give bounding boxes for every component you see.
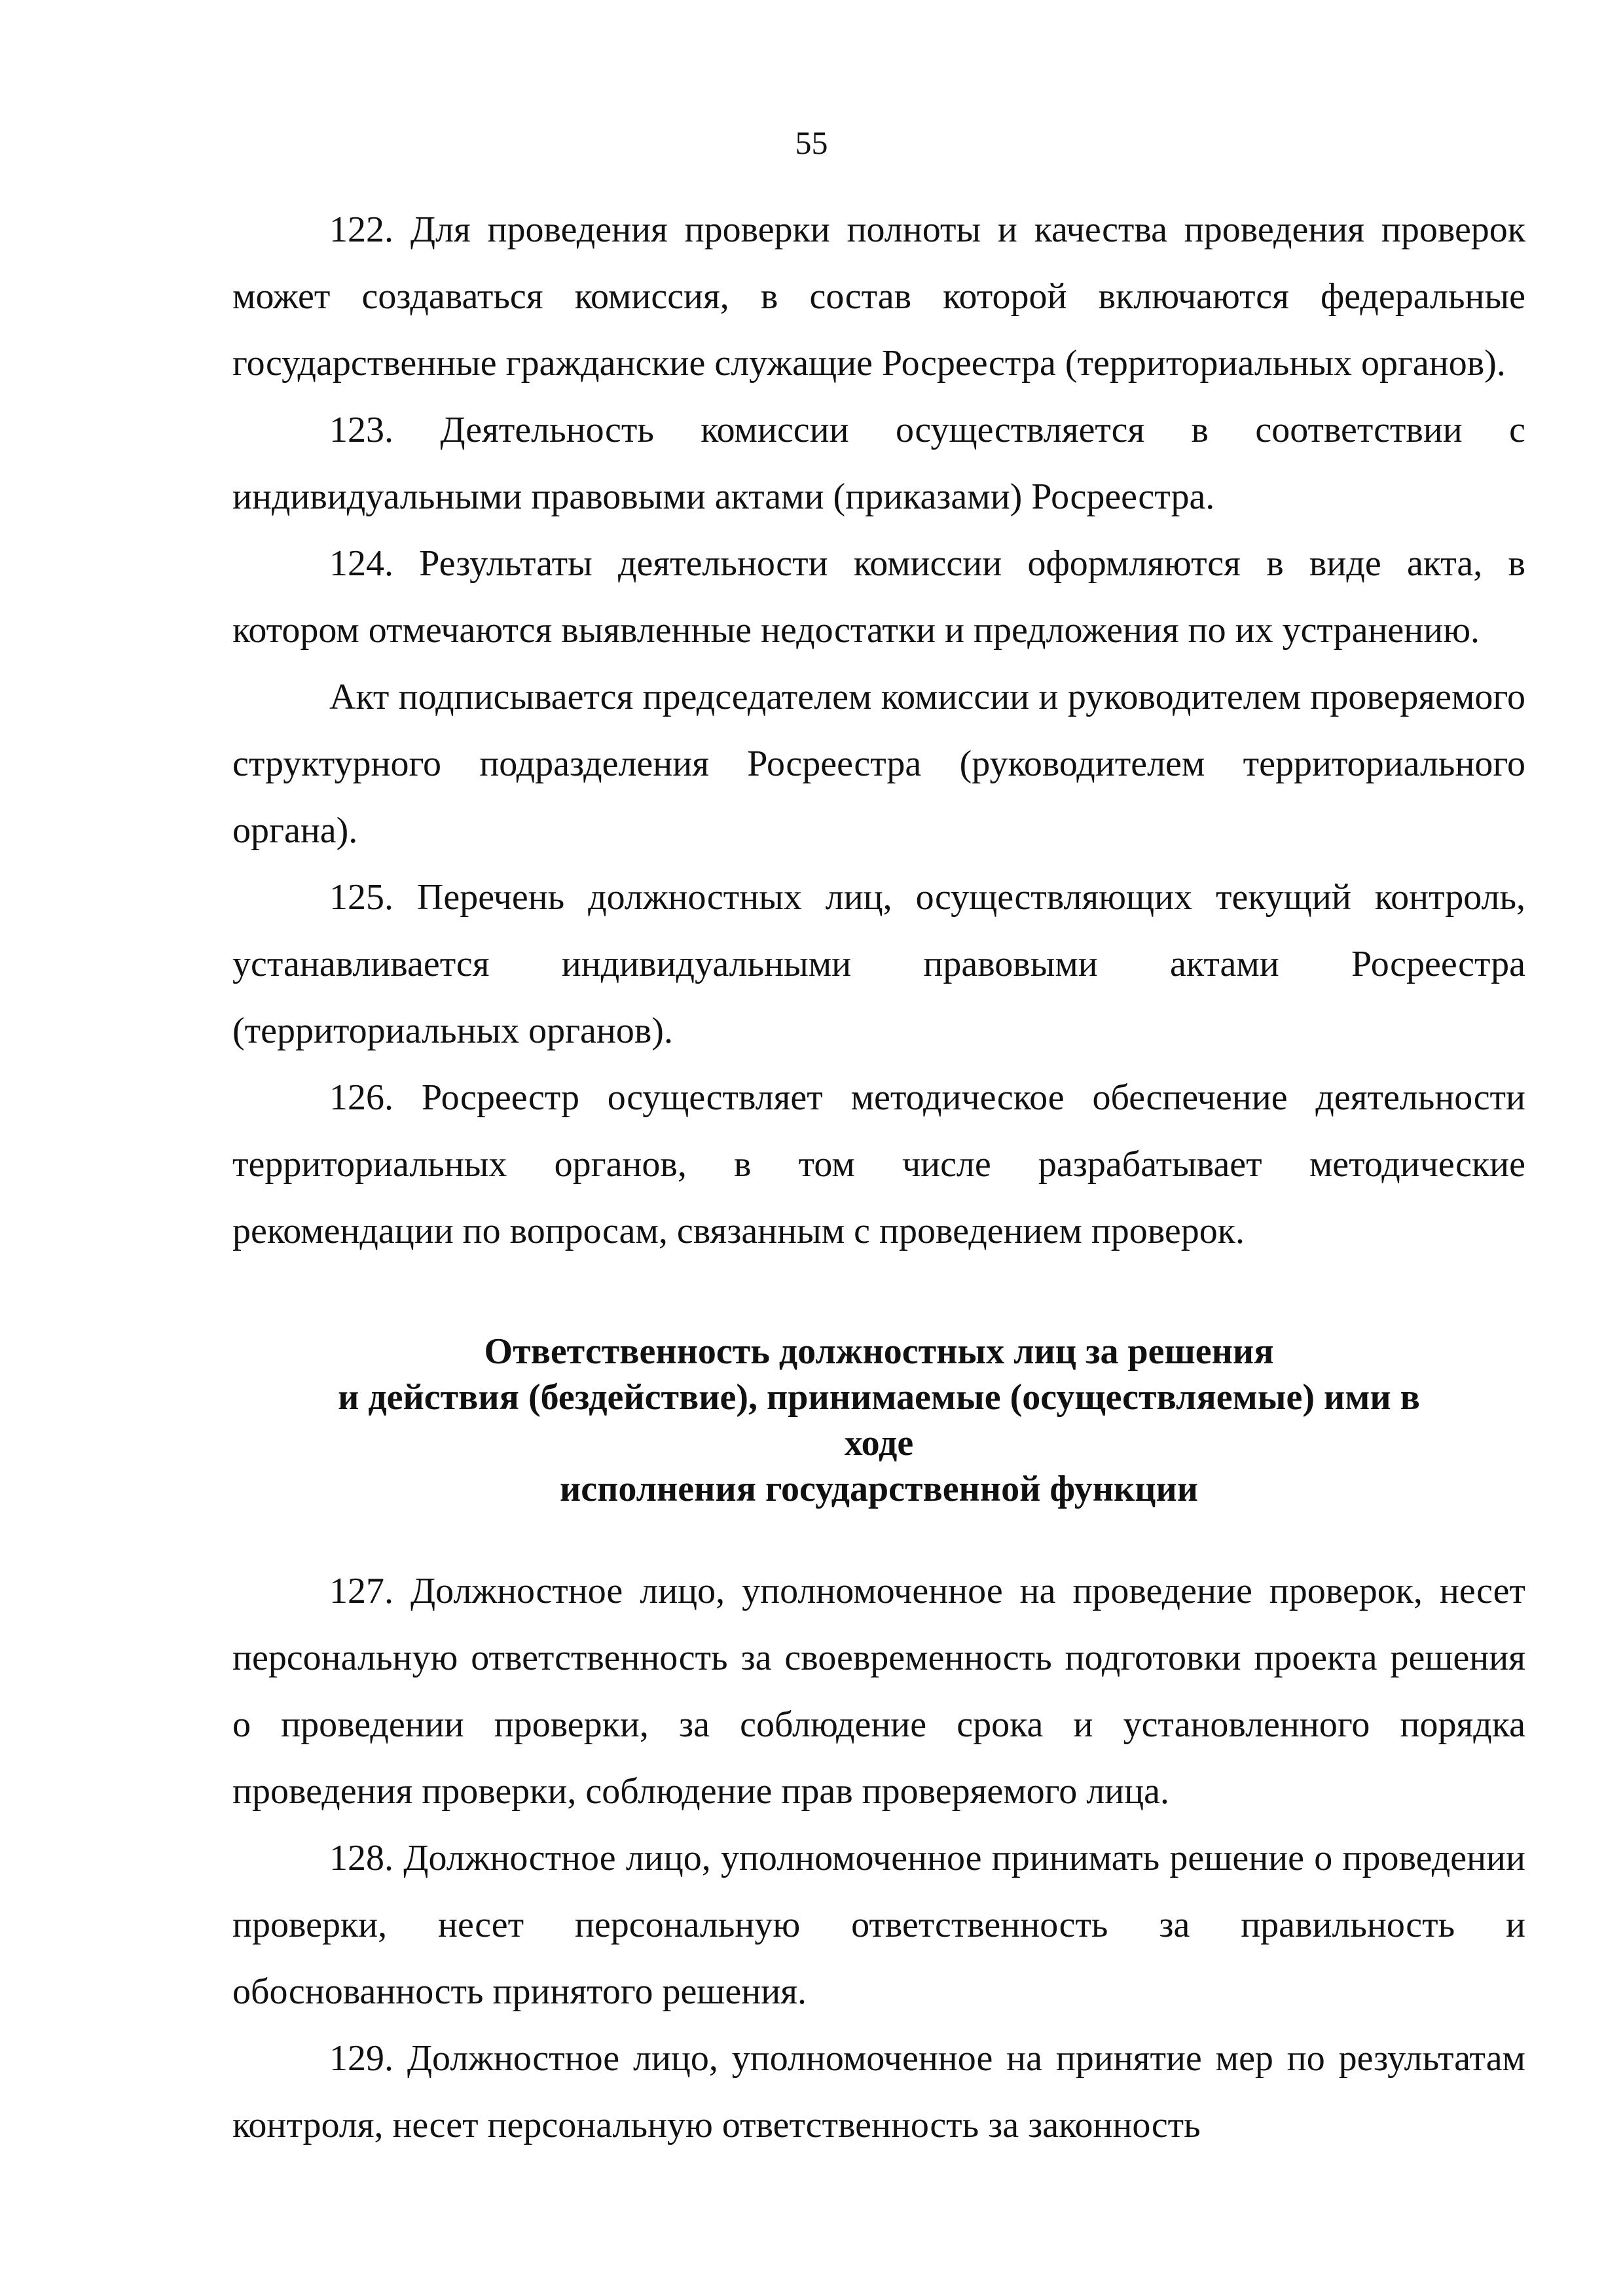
paragraph-122: 122. Для проведения проверки полноты и качества проведения проверок может создаваться комиссия, в состав которой включаются федеральные государственные гражданские служащие Росреестра (территориальных органов). [232, 209, 1525, 384]
section-heading-line-2: и действия (бездействие), принимаемые (осуществляемые) ими в ходе [338, 1377, 1420, 1463]
section-heading-line-3: исполнения государственной функции [559, 1469, 1199, 1509]
spacer [232, 1265, 1525, 1329]
paragraph-126: 126. Росреестр осуществляет методическое обеспечение деятельности территориальных органов, в том числе разрабатывает методические рекомендации по вопросам, связанным с проведением проверок. [232, 1077, 1525, 1251]
spacer [232, 1512, 1525, 1558]
paragraph-127: 127. Должностное лицо, уполномоченное на проведение проверок, несет персональную ответственность за своевременность подготовки проекта решения о проведении проверки, за соблюдение срока и установленного порядка проведения проверки, соблюдение прав проверяемого лица. [232, 1571, 1525, 1812]
section-heading-line-1: Ответственность должностных лиц за решения [484, 1331, 1274, 1372]
paragraph-128: 128. Должностное лицо, уполномоченное принимать решение о проведении проверки, несет персональную ответственность за правильность и обоснованность принятого решения. [232, 1838, 1525, 2012]
document-body [232, 196, 1525, 2159]
paragraph-123: 123. Деятельность комиссии осуществляется в соответствии с индивидуальными правовыми актами (приказами) Росреестра. [232, 410, 1525, 517]
section-heading [232, 1329, 1525, 1512]
page-number: 55 [795, 124, 828, 161]
paragraph-125: 125. Перечень должностных лиц, осуществляющих текущий контроль, устанавливается индивидуальными правовыми актами Росреестра (территориальных органов). [232, 877, 1525, 1051]
paragraph-124: 124. Результаты деятельности комиссии оформляются в виде акта, в котором отмечаются выявленные недостатки и предложения по их устранению. [232, 543, 1525, 651]
paragraph-129: 129. Должностное лицо, уполномоченное на принятие мер по результатам контроля, несет персональную ответственность за законность [232, 2038, 1525, 2145]
paragraph-124-act: Акт подписывается председателем комиссии и руководителем проверяемого структурного подразделения Росреестра (руководителем территориального органа). [232, 677, 1525, 851]
